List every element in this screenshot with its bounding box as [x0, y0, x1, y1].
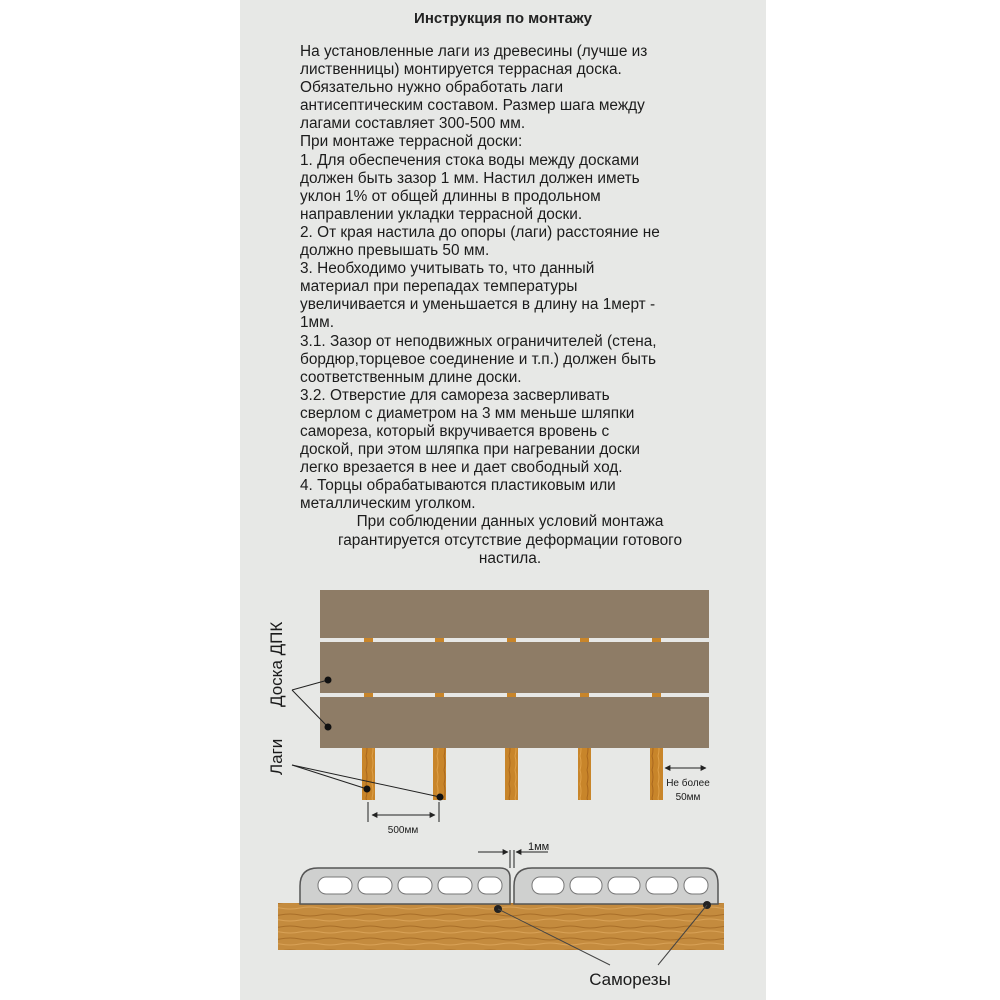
instruction-line: 1мм.: [300, 314, 334, 332]
joist: [505, 748, 518, 800]
deck-board: [320, 642, 709, 693]
joist: [578, 748, 591, 800]
deck-board: [320, 590, 709, 638]
instruction-line: направлении укладки террасной доски.: [300, 205, 583, 223]
screws-label: Саморезы: [589, 970, 671, 989]
instruction-line: должно превышать 50 мм.: [300, 242, 490, 260]
board-profiles: [300, 868, 718, 904]
joist-dot: [364, 786, 371, 793]
gap-label: 1мм: [528, 841, 550, 853]
edge-label-line1: Не более: [666, 778, 710, 789]
closing-line: гарантируется отсутствие деформации готового: [337, 531, 683, 549]
instruction-line: лагами составляет 300-500 мм.: [300, 115, 526, 133]
closing-line: настила.: [478, 549, 542, 567]
screw-dot: [325, 724, 332, 731]
deck-board: [320, 697, 709, 748]
joist: [650, 748, 663, 800]
instruction-line: сверлом с диаметром на 3 мм меньше шляпки: [300, 404, 635, 422]
instruction-line: При монтаже террасной доски:: [300, 133, 523, 151]
instruction-line: 4. Торцы обрабатываются пластиковым или: [300, 477, 616, 495]
instruction-line: 3.2. Отверстие для самореза засверливать: [300, 386, 610, 404]
joist-dot: [437, 794, 444, 801]
joist: [362, 748, 375, 800]
spacing-dimension: [368, 802, 439, 836]
instruction-line: 3. Необходимо учитывать то, что данный: [300, 260, 595, 278]
instruction-line: антисептическим составом. Размер шага между: [300, 97, 645, 115]
deck-boards: [320, 590, 709, 748]
spacing-label: 500мм: [387, 825, 419, 836]
instruction-line: уклон 1% от общей длинны в продольном: [300, 187, 601, 205]
instruction-line: легко врезается в нее и дает свободный ход.: [300, 459, 623, 477]
edge-dimension: [665, 768, 710, 803]
joist: [433, 748, 446, 800]
edge-label-line2: 50мм: [675, 792, 701, 803]
instruction-line: должен быть зазор 1 мм. Настил должен иметь: [300, 169, 640, 187]
instruction-line: металлическим уголком.: [300, 495, 476, 513]
instruction-line: бордюр,торцевое соединение и т.п.) должен быть: [300, 350, 657, 368]
instruction-line: материал при перепадах температуры: [300, 278, 578, 296]
joists: [362, 748, 663, 800]
page-title: Инструкция по монтажу: [414, 10, 592, 27]
joist-label: Лаги: [267, 738, 286, 775]
screw-dot: [325, 677, 332, 684]
closing-line: При соблюдении данных условий монтажа: [356, 513, 664, 531]
instruction-line: Обязательно нужно обработать лаги: [300, 79, 564, 97]
instruction-line: лиственницы) монтируется террасная доска.: [300, 61, 622, 79]
instruction-line: 2. От края настила до опоры (лаги) расстояние не: [300, 223, 660, 241]
instruction-line: увеличивается и уменьшается в длину на 1мерт -: [300, 296, 656, 314]
board-label: Доска ДПК: [267, 621, 286, 707]
gap-dimension: [478, 841, 549, 868]
instruction-line: доской, при этом шляпка при нагревании доски: [300, 441, 640, 459]
instruction-line: самореза, который вкручивается вровень с: [300, 422, 610, 440]
instruction-line: 1. Для обеспечения стока воды между досками: [300, 151, 640, 169]
instruction-line: На установленные лаги из древесины (лучше из: [300, 43, 648, 60]
instruction-line: соответственным длине доски.: [300, 368, 522, 386]
instruction-line: 3.1. Зазор от неподвижных ограничителей (стена,: [300, 332, 657, 350]
